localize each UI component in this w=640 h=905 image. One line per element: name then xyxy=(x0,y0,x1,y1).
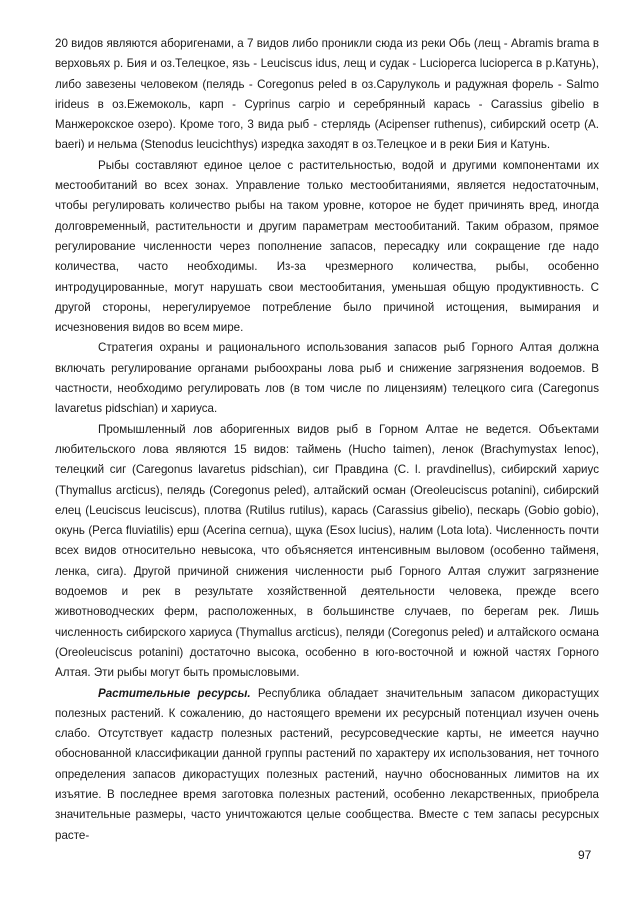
paragraph-text: Промышленный лов аборигенных видов рыб в Горном Алтае не ведется. Объектами любительского лова являются 15 видов: таймень (Hucho taimen), ленок (Brachymystax lenoc), телецкий сиг (Caregonus lavaretus pidschian), сиг Правдина (C. l. pravdinellus), сибирский хариус (Thymallus arcticus), пелядь (Coregonus peled), алтайский осман (Oreoleuciscus potanini), сибирский елец (Leuciscus leuciscus), плотва (Rutilus rutilus), карась (Carassius gibelio), пескарь (Gobio gobio), окунь (Perca fluviatilis) ерш (Acerina cernua), щука (Esox lucius), налим (Lota lota). Численность почти всех видов относительно невысока, что объясняется интенсивным выловом (особенно тайменя, ленка, сига). Другой причиной снижения численности рыб Горного Алтая служит загрязнение водоемов и рек в результате хозяйственной деятельности человека, прежде всего животноводческих ферм, расположенных, в большинстве случаев, по берегам рек. Лишь численность сибирского хариуса (Thymallus arcticus), пеляди (Coregonus peled) и алтайского османа (Oreoleuciscus potanini) достаточно высока, особенно в юго-восточной и южной частях Горного Алтая. Эти рыбы могут быть промысловыми. xyxy=(55,422,599,680)
paragraph-text: Республика обладает значительным запасом дикорастущих полезных растений. К сожалению, до настоящего времени их ресурсный потенциал изучен очень слабо. Отсутствует кадастр полезных растений, ресурсоведческие карты, не имеется научно обоснованной классификации данной группы растений по характеру их использования, нет точного определения запасов дикорастущих полезных растений, научно обоснованных лимитов на их изъятие. В последнее время заготовка полезных растений, особенно лекарственных, приобрела значительные размеры, часто уничтожаются целые сообщества. Вместе с тем запасы ресурсных расте- xyxy=(55,686,599,842)
page-number: 97 xyxy=(578,848,592,862)
paragraph-fish-protection-strategy xyxy=(55,338,599,419)
document-page xyxy=(55,34,599,846)
paragraph-fish-habitat-management xyxy=(55,156,599,339)
paragraph-text: 20 видов являются аборигенами, а 7 видов либо проникли сюда из реки Обь (лещ - Abramis brama в верховьях р. Бия и оз.Телецкое, язь - Leuciscus idus, лещ и судак - Lucioperca lucioperca в р.Катунь), либо завезены человеком (пелядь - Coregonus peled в оз.Сарулуколь и радужная форель - Salmo irideus в оз.Ежемоколь, карп - Cyprinus carpio и серебрянный карась - Carassius gibelio в Манжерокское озеро). Кроме того, 3 вида рыб - стерлядь (Acipenser ruthenus), сибирский осетр (A. baeri) и нельма (Stenodus leucichthys) изредка заходят в оз.Телецкое и в реки Бия и Катунь. xyxy=(55,37,599,152)
paragraph-text: Стратегия охраны и рационального использования запасов рыб Горного Алтая должна включать регулирование органами рыбоохраны лова рыб и снижение загрязнения водоемов. В частности, необходимо регулировать лов (в том числе по лицензиям) телецкого сига (Caregonus lavaretus pidschian) и хариуса. xyxy=(55,341,599,416)
section-heading-plant-resources: Растительные ресурсы. xyxy=(98,686,251,700)
paragraph-plant-resources xyxy=(55,684,599,846)
paragraph-fish-species-origin xyxy=(55,34,599,156)
paragraph-amateur-fishing xyxy=(55,420,599,684)
paragraph-text: Рыбы составляют единое целое с растительностью, водой и другими компонентами их местообитаний во всех зонах. Управление только местообитаниями, является недостаточным, чтобы регулировать количество рыбы на таком уровне, которое не будет причинять вред, иногда долговременный, растительности и другим параметрам местообитаний. Таким образом, прямое регулирование численности через пополнение запасов, пересадку или сокращение где надо количества, часто необходимы. Из-за чрезмерного количества, рыбы, особенно интродуцированные, могут нарушать свои местообитания, уменьшая общую продуктивность. С другой стороны, нерегулируемое потребление было причиной истощения, вымирания и исчезновения видов во всем мире. xyxy=(55,158,599,335)
